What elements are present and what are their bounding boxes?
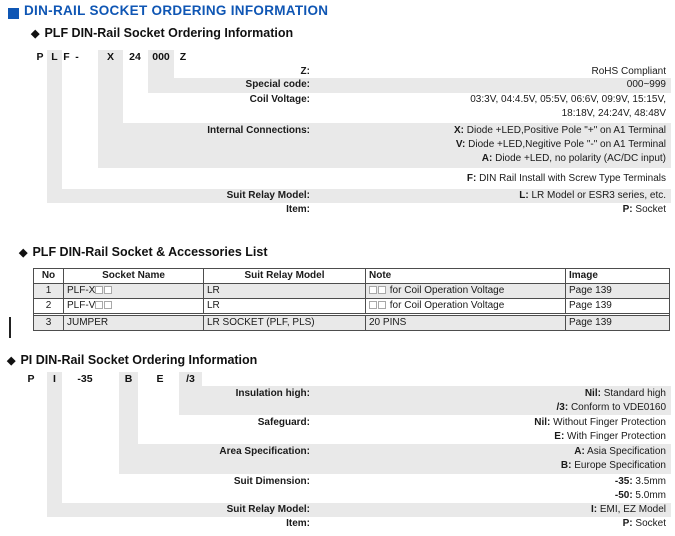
heading-pi-ordering-label: PI DIN-Rail Socket Ordering Information	[20, 353, 258, 367]
table-row: 2 PLF-V LR for Coil Operation Voltage Page 139	[34, 298, 669, 313]
pi-row-area-specification	[0, 444, 675, 474]
row-label: Coil Voltage:	[249, 94, 310, 105]
header-no: No	[34, 269, 64, 283]
row-label: Internal Connections:	[207, 125, 310, 136]
plf-code-char-24: 24	[129, 51, 141, 63]
pi-code-char-b: B	[119, 372, 138, 387]
plf-code-char-l: L	[47, 50, 62, 65]
pi-code-char-p: P	[27, 373, 35, 385]
plf-ordering-diagram	[0, 50, 675, 218]
heading-plf-ordering-label: PLF DIN-Rail Socket Ordering Information	[44, 26, 294, 40]
plf-row-internal-connections	[0, 123, 675, 168]
diamond-icon: ◆	[31, 28, 40, 40]
header-suit-relay-model: Suit Relay Model	[204, 269, 366, 283]
row-values: P: Socket	[622, 518, 666, 529]
plf-code-char-f: F	[63, 51, 70, 63]
row-label: Item:	[286, 204, 310, 215]
pi-code-char-slash3: /3	[179, 372, 202, 387]
plf-row-item	[0, 203, 675, 217]
row-values: RoHS Compliant	[591, 66, 666, 77]
plf-row-special-code	[0, 78, 675, 93]
pi-code-char-e: E	[156, 373, 164, 385]
blank-box-icon	[104, 286, 112, 294]
row-label: Item:	[286, 518, 310, 529]
plf-code-char-dash: -	[75, 51, 79, 63]
blank-box-icon	[378, 286, 386, 294]
pi-row-item	[0, 517, 675, 531]
blank-box-icon	[378, 301, 386, 309]
row-values: X: Diode +LED,Positive Pole "+" on A1 Terminal V: Diode +LED,Negitive Pole "-" on A1 Terminal A: Diode +LED, no polarity (AC/DC input)	[453, 125, 666, 164]
plf-code-char-z: Z	[179, 51, 187, 63]
row-values: Nil: Standard high /3: Conform to VDE0160	[556, 388, 666, 413]
page-title: DIN-RAIL SOCKET ORDERING INFORMATION	[24, 3, 329, 18]
row-values: 03:3V, 04:4.5V, 05:5V, 06:6V, 09:9V, 15:15V, 18:18V, 24:24V, 48:48V	[470, 94, 666, 119]
pi-row-suit-relay-model	[0, 503, 675, 517]
row-values: L: LR Model or ESR3 series, etc.	[519, 190, 666, 201]
plf-row-coil-voltage	[0, 93, 675, 123]
plf-row-z	[0, 65, 675, 78]
plf-code-char-000: 000	[148, 50, 174, 65]
row-label: Special code:	[245, 79, 310, 90]
pi-row-safeguard	[0, 415, 675, 444]
pi-code-char-i: I	[47, 372, 62, 387]
row-label: Z:	[300, 66, 310, 77]
square-bullet-icon	[8, 8, 19, 19]
plf-code-char-p: P	[36, 51, 44, 63]
row-values: 000~999	[626, 79, 666, 90]
row-label: Safeguard:	[257, 417, 310, 428]
blank-box-icon	[369, 286, 377, 294]
row-values: P: Socket	[622, 204, 666, 215]
row-label: Suit Relay Model:	[226, 504, 310, 515]
accessories-table	[33, 268, 670, 331]
row-values: Nil: Without Finger Protection E: With Finger Protection	[534, 417, 666, 442]
row-values: -35: 3.5mm -50: 5.0mm	[614, 476, 666, 501]
diamond-icon: ◆	[19, 247, 28, 259]
blank-box-icon	[95, 301, 103, 309]
diamond-icon: ◆	[7, 355, 16, 367]
blank-box-icon	[95, 286, 103, 294]
header-socket-name: Socket Name	[64, 269, 204, 283]
pi-ordering-diagram	[0, 362, 675, 534]
blank-box-icon	[369, 301, 377, 309]
heading-accessories-list-label: PLF DIN-Rail Socket & Accessories List	[32, 245, 268, 259]
pi-row-suit-dimension	[0, 474, 675, 503]
plf-row-suit-relay-model	[0, 189, 675, 203]
pi-code-char-35: -35	[77, 373, 93, 385]
row-label: Suit Dimension:	[233, 476, 310, 487]
heading-accessories-list	[19, 245, 268, 259]
row-values: F: DIN Rail Install with Screw Type Terminals	[466, 173, 666, 184]
text-cursor-artifact	[9, 317, 11, 338]
table-row: 3 JUMPER LR SOCKET (PLF, PLS) 20 PINS Page 139	[34, 315, 669, 330]
blank-box-icon	[104, 301, 112, 309]
header-note: Note	[366, 269, 566, 283]
row-values: I: EMI, EZ Model	[590, 504, 666, 515]
row-label: Insulation high:	[235, 388, 310, 399]
row-values: A: Asia Specification B: Europe Specification	[560, 446, 666, 471]
heading-plf-ordering	[31, 26, 293, 40]
plf-code-char-x: X	[98, 50, 123, 65]
row-label: Suit Relay Model:	[226, 190, 310, 201]
plf-row-f-terminals	[0, 172, 675, 188]
row-label: Area Specification:	[219, 446, 310, 457]
header-image: Image	[569, 270, 598, 281]
table-header-row	[34, 269, 669, 283]
table-row: 1 PLF-X LR for Coil Operation Voltage Page 139	[34, 283, 669, 298]
pi-row-insulation-high	[0, 386, 675, 415]
